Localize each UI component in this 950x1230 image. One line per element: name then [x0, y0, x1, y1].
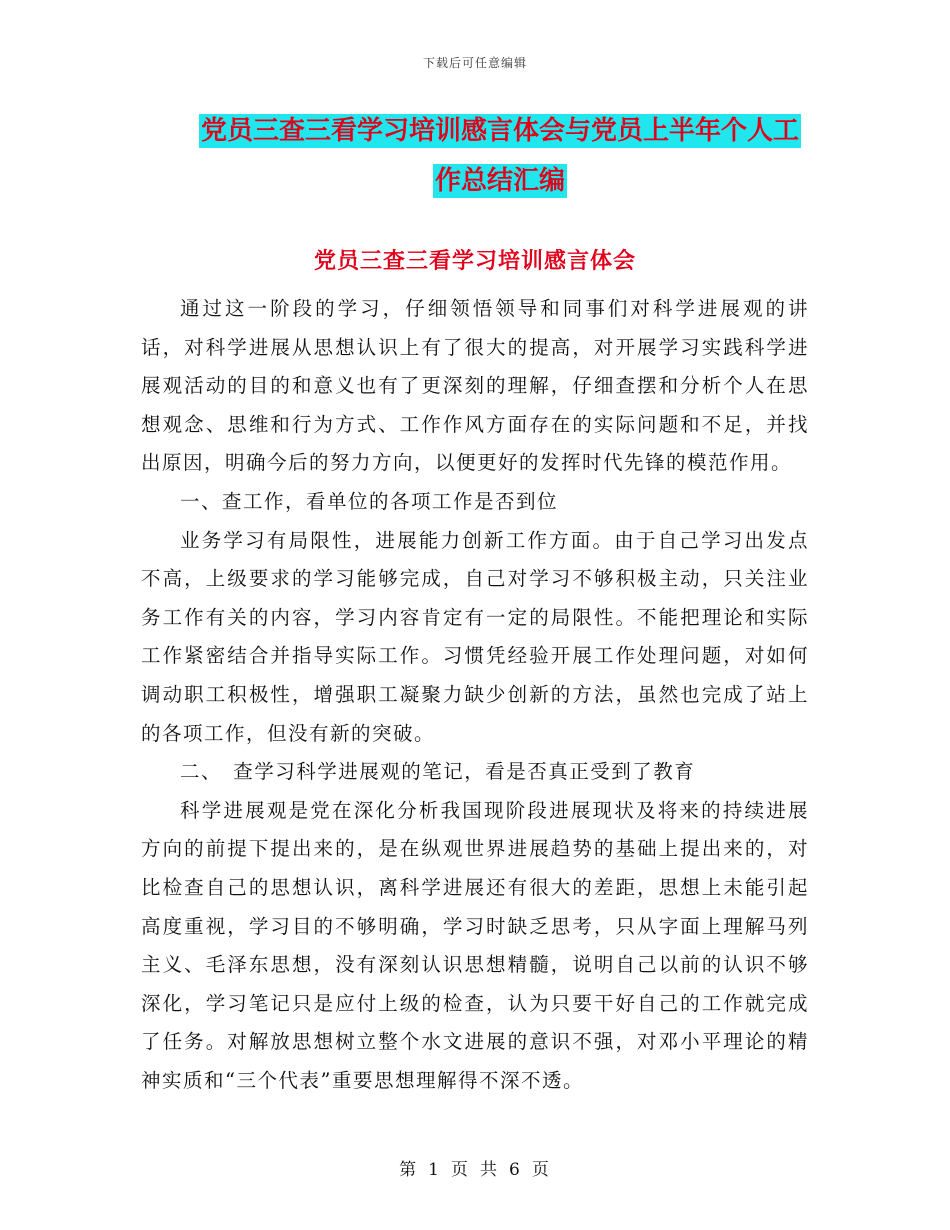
paragraph-study: 科学进展观是党在深化分析我国现阶段进展现状及将来的持续进展方向的前提下提出来的，是在纵观世界进展趋势的基础上提出来的，对比检查自己的思想认识，离科学进展还有很大的差距，思想上未能引起高度重视，学习目的不够明确，学习时缺乏思考，只从字面上理解马列主义、毛泽东思想，没有深刻认识思想精髓，说明自己以前的认识不够深化，学习笔记只是应付上级的检查，认为只要干好自己的工作就完成了任务。对解放思想树立整个水文进展的意识不强，对邓小平理论的精神实质和“三个代表”重要思想理解得不深不透。: [141, 798, 809, 1092]
section-title: 党员三查三看学习培训感言体会: [313, 249, 636, 274]
footer-total-word: 共: [480, 1160, 499, 1180]
body-text: [141, 290, 809, 1100]
footer-current-page: 1: [428, 1160, 441, 1180]
footer-total-pages: 6: [509, 1160, 522, 1180]
footer-page-word: 页: [451, 1160, 470, 1180]
page-footer: [0, 1155, 950, 1180]
paragraph-intro: 通过这一阶段的学习，仔细领悟领导和同事们对科学进展观的讲话，对科学进展从思想认识上有了很大的提高，对开展学习实践科学进展观活动的目的和意义也有了更深刻的理解，仔细查摆和分析个人在思想观念、思维和行为方式、工作作风方面存在的实际问题和不足，并找出原因，明确今后的努力方向，以便更好的发挥时代先锋的模范作用。: [141, 297, 809, 475]
title-line-1: 党员三查三看学习培训感言体会与党员上半年个人工: [200, 116, 799, 146]
paragraph-work: 业务学习有局限性，进展能力创新工作方面。由于自己学习出发点不高，上级要求的学习能够完成，自己对学习不够积极主动，只关注业务工作有关的内容，学习内容肯定有一定的局限性。不能把理论和实际工作紧密结合并指导实际工作。习惯凭经验开展工作处理问题，对如何调动职工积极性，增强职工凝聚力缺少创新的方法，虽然也完成了站上的各项工作，但没有新的突破。: [141, 528, 809, 745]
title-line-2: 作总结汇编: [434, 166, 565, 196]
footer-prefix: 第: [399, 1160, 419, 1180]
footer-suffix: 页: [531, 1160, 551, 1180]
subheading-2: 二、 查学习科学进展观的笔记，看是否真正受到了教育: [180, 760, 696, 784]
subheading-1: 一、查工作，看单位的各项工作是否到位: [180, 489, 559, 513]
document-title: [120, 106, 880, 206]
header-note: 下载后可任意编辑: [422, 56, 527, 70]
